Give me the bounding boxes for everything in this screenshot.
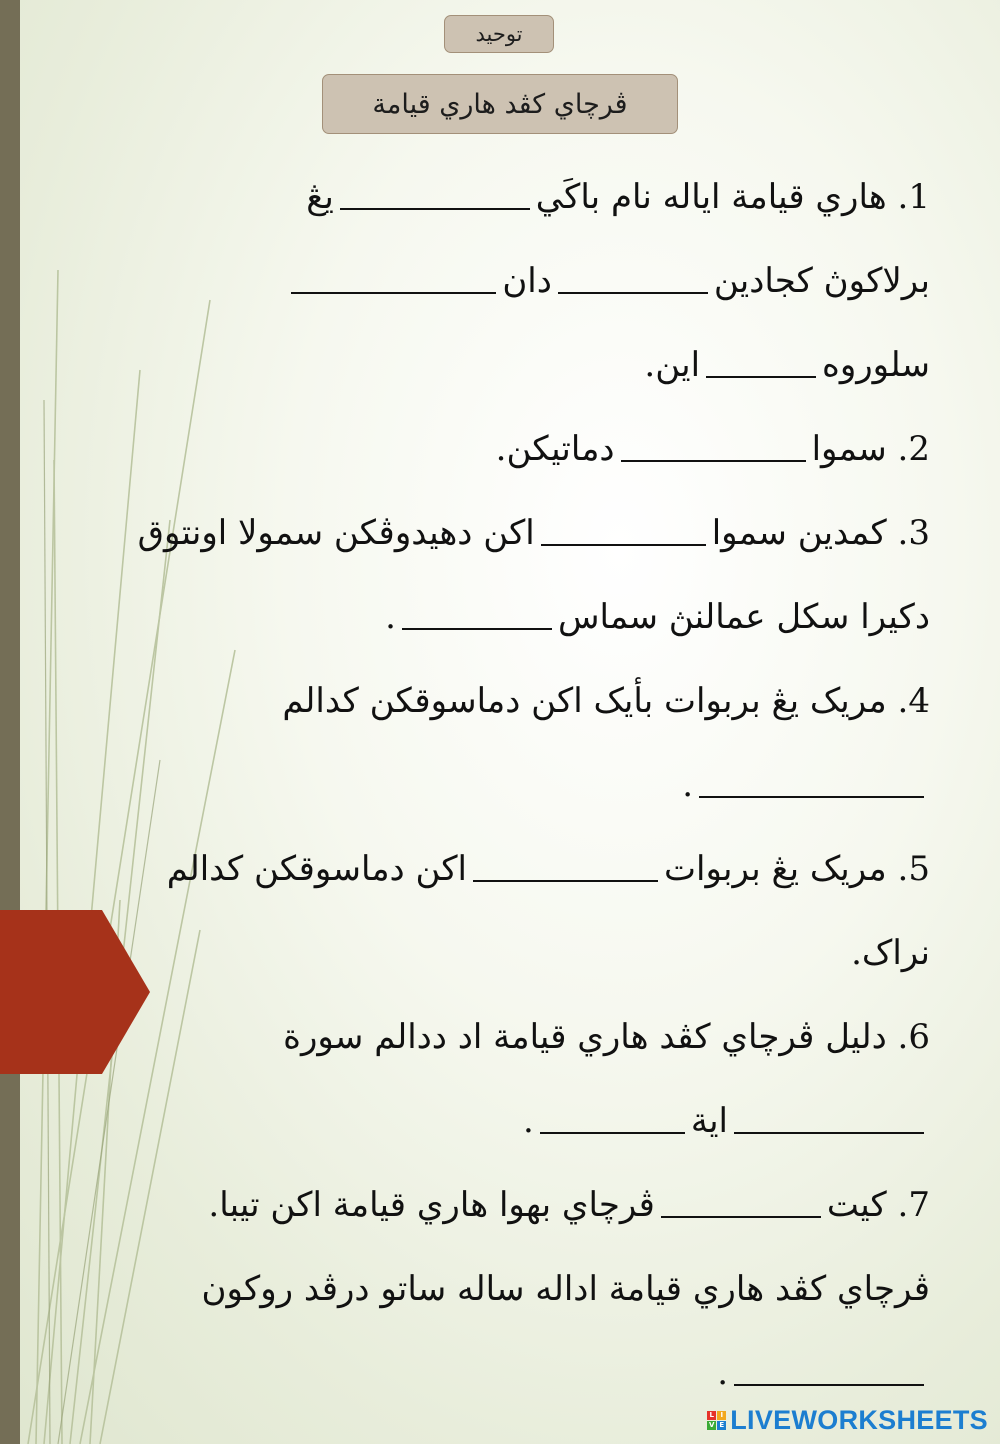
question-list <box>70 155 930 1415</box>
question-line <box>70 239 930 323</box>
line-text: . <box>523 1101 534 1141</box>
question-line <box>70 1163 930 1247</box>
line-text: 4. مريک يڠ بربوات بأيک اكن دماسوقكن كدالم <box>282 681 930 721</box>
line-text: سلوروه <box>822 345 930 385</box>
line-text: . <box>717 1353 728 1393</box>
question-line <box>70 407 930 491</box>
answer-blank[interactable] <box>734 1098 924 1134</box>
answer-blank[interactable] <box>291 258 496 294</box>
line-text: 3. كمدين سموا <box>711 513 930 553</box>
line-text: نراک. <box>851 933 930 973</box>
question-line <box>70 1079 930 1163</box>
liveworksheets-brand <box>707 1405 988 1436</box>
question-line <box>70 911 930 995</box>
topic-label: توحيد <box>444 15 554 53</box>
line-text: اكن دماسوقكن كدالم <box>166 849 467 889</box>
line-text: 1. هاري قيامة اياله نام باكَي <box>535 177 930 217</box>
answer-blank[interactable] <box>734 1350 924 1386</box>
answer-blank[interactable] <box>621 426 806 462</box>
line-text: اية <box>690 1101 728 1141</box>
question-line <box>70 659 930 743</box>
answer-blank[interactable] <box>699 762 924 798</box>
line-text: ڤرچاي بهوا هاري قيامة اكن تيبا. <box>208 1185 655 1225</box>
question-line <box>70 575 930 659</box>
question-line <box>70 827 930 911</box>
answer-blank[interactable] <box>473 846 658 882</box>
brand-text: LIVEWORKSHEETS <box>730 1405 988 1435</box>
question-line <box>70 743 930 827</box>
answer-blank[interactable] <box>340 174 530 210</box>
line-text: دان <box>502 261 552 301</box>
answer-blank[interactable] <box>402 594 552 630</box>
line-text: اكن دهيدوڤكن سمولا اونتوق <box>137 513 535 553</box>
answer-blank[interactable] <box>706 342 816 378</box>
line-text: دماتيكن. <box>495 429 615 469</box>
question-line <box>70 1247 930 1331</box>
question-line <box>70 1331 930 1415</box>
line-text: برلاكوڽ كجادين <box>713 261 930 301</box>
line-text: 6. دليل ڤرچاي كڤد هاري قيامة اد ددالم سورة <box>283 1017 930 1057</box>
line-text: ڤرچاي كڤد هاري قيامة اداله ساله ساتو درڤد روكون <box>201 1269 930 1309</box>
line-text: 2. سموا <box>811 429 930 469</box>
answer-blank[interactable] <box>540 1098 685 1134</box>
question-line <box>70 155 930 239</box>
line-text: 7. كيت <box>826 1185 930 1225</box>
line-text: 5. مريک يڠ بربوات <box>664 849 930 889</box>
line-text: . <box>385 597 396 637</box>
answer-blank[interactable] <box>558 258 708 294</box>
line-text: يڠ <box>306 177 334 217</box>
line-text: . <box>682 765 693 805</box>
line-text: دكيرا سكل عمالنڽ سماس <box>557 597 930 637</box>
liveworksheets-logo-icon: L I V E <box>707 1411 726 1430</box>
question-line <box>70 323 930 407</box>
answer-blank[interactable] <box>541 510 706 546</box>
line-text: اين. <box>644 345 701 385</box>
question-line <box>70 491 930 575</box>
question-line <box>70 995 930 1079</box>
worksheet-title: ڤرچاي كڤد هاري قيامة <box>322 74 678 134</box>
answer-blank[interactable] <box>661 1182 821 1218</box>
